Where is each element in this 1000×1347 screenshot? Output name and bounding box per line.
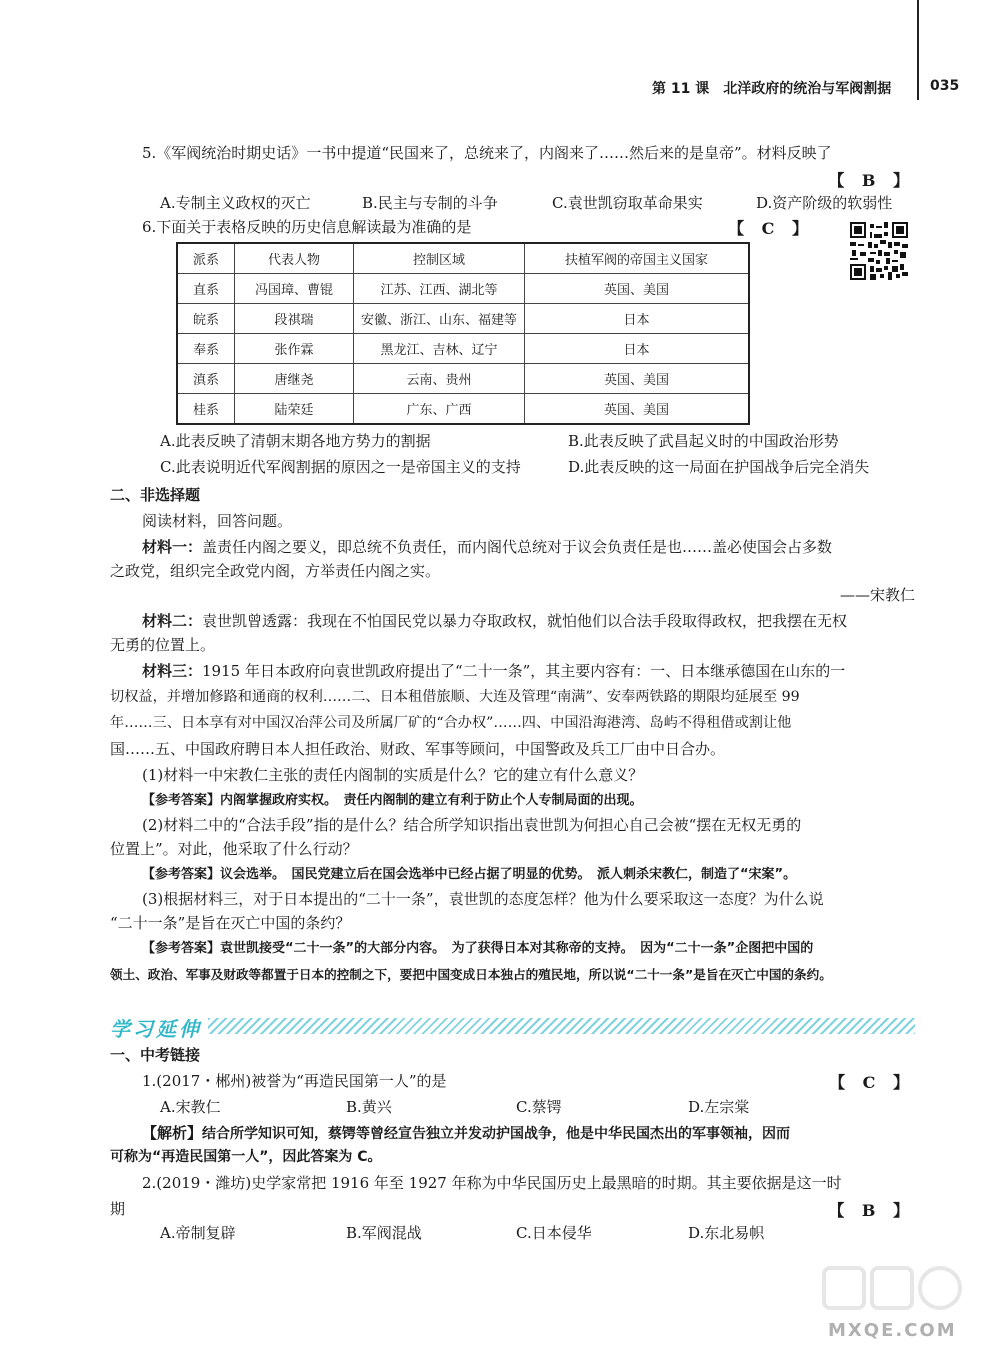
table-cell: 张作霖 xyxy=(235,334,354,364)
answer-2-text: 议会选举。 国民党建立后在国会选举中已经占据了明显的优势。 派人刺杀宋教仁，制造了“宋案”。 xyxy=(220,867,797,882)
lesson-title: 第 11 课 北洋政府的统治与军阀割据 xyxy=(652,81,892,97)
banner-stripes xyxy=(208,1018,915,1034)
reference-answer-tag: 【参考答案】 xyxy=(142,941,221,956)
answer-1-text: 内阁掌握政府实权。 责任内阁制的建立有利于防止个人专制局面的出现。 xyxy=(220,793,643,808)
page-number: 035 xyxy=(930,78,960,94)
material-1-source: ——宋教仁 xyxy=(839,586,915,604)
material-3-line-3: 年……三、日本享有对中国汉冶萍公司及所属厂矿的“合办权”……四、中国沿海港湾、岛屿不得租借或割让他 xyxy=(110,715,792,731)
table-cell: 日本 xyxy=(525,334,750,364)
table-header-row xyxy=(177,243,749,274)
table-cell: 英国、美国 xyxy=(525,364,750,394)
e1-analysis-line-1 xyxy=(142,1122,915,1145)
table-cell: 英国、美国 xyxy=(525,394,750,425)
e1-option-a: A.宋教仁 xyxy=(160,1098,221,1116)
table-row xyxy=(177,304,749,334)
q5-option-b: B.民主与专制的斗争 xyxy=(362,194,498,212)
material-1-text: 盖责任内阁之要义，即总统不负责任，而内阁代总统对于议会负责任是也……盖必使国会占多数 xyxy=(202,538,833,556)
table-header: 派系 xyxy=(177,243,235,274)
material-3-text: 1915 年日本政府向袁世凯政府提出了“二十一条”，其主要内容有：一、日本继承德国在山东的一 xyxy=(202,662,846,680)
analysis-text: 结合所学知识可知，蔡锷等曾经宣告独立并发动护国战争，他是中华民国杰出的军事领袖，因而 xyxy=(202,1126,791,1142)
e1-analysis-line-2: 可称为“再造民国第一人”，因此答案为 C。 xyxy=(110,1149,382,1165)
sub-section-title: 一、中考链接 xyxy=(110,1046,201,1064)
q6-stem: 6.下面关于表格反映的历史信息解读最为准确的是 xyxy=(142,218,472,236)
watermark-text: MXQE.COM xyxy=(828,1320,957,1341)
table-cell: 江苏、江西、湖北等 xyxy=(354,274,525,304)
table-cell: 唐继尧 xyxy=(235,364,354,394)
table-header: 代表人物 xyxy=(235,243,354,274)
reference-answer-tag: 【参考答案】 xyxy=(142,867,221,882)
sub-question-1: (1)材料一中宋教仁主张的责任内阁制的实质是什么？它的建立有什么意义？ xyxy=(142,766,644,784)
q6-option-b: B.此表反映了武昌起义时的中国政治形势 xyxy=(568,432,839,450)
material-2-line-1 xyxy=(142,610,915,632)
e2-stem-line-2: 期 xyxy=(110,1200,126,1218)
table-cell: 奉系 xyxy=(177,334,235,364)
material-1-line-1 xyxy=(142,536,915,558)
e1-option-b: B.黄兴 xyxy=(346,1098,392,1116)
e2-option-c: C.日本侵华 xyxy=(516,1224,592,1242)
e2-option-d: D.东北易帜 xyxy=(688,1224,765,1242)
q5-option-a: A.专制主义政权的灭亡 xyxy=(160,194,311,212)
qr-code-icon xyxy=(850,222,908,280)
table-cell: 黑龙江、吉林、辽宁 xyxy=(354,334,525,364)
answer-3-text: 袁世凯接受“二十一条”的大部分内容。 为了获得日本对其称帝的支持。 因为“二十一条”企图把中国的 xyxy=(220,941,814,956)
e2-stem-line-1: 2.(2019・潍坊)史学家常把 1916 年至 1927 年称为中华民国历史上最黑暗的时期。其主要依据是这一时 xyxy=(142,1174,842,1192)
sub-question-2-line-2: 位置上”。对此，他采取了什么行动？ xyxy=(110,840,358,858)
material-2-label: 材料二： xyxy=(142,612,203,630)
answer-3-line-2: 领土、政治、军事及财政等都置于日本的控制之下，要把中国变成日本独占的殖民地，所以说“二十一条”是旨在灭亡中国的条约。 xyxy=(110,967,832,982)
material-3-line-1 xyxy=(142,660,915,682)
warlord-table xyxy=(176,242,750,425)
sub-question-2-line-1: (2)材料二中的“合法手段”指的是什么？结合所学知识指出袁世凯为何担心自己会被“摆在无权无勇的 xyxy=(142,816,802,834)
table-cell: 皖系 xyxy=(177,304,235,334)
table-cell: 桂系 xyxy=(177,394,235,425)
e1-option-d: D.左宗棠 xyxy=(688,1098,750,1116)
q6-option-c: C.此表说明近代军阀割据的原因之一是帝国主义的支持 xyxy=(160,458,521,476)
table-header: 扶植军阀的帝国主义国家 xyxy=(525,243,750,274)
table-cell: 云南、贵州 xyxy=(354,364,525,394)
table-cell: 滇系 xyxy=(177,364,235,394)
table-cell: 日本 xyxy=(525,304,750,334)
answer-1 xyxy=(142,790,915,812)
table-cell: 冯国璋、曹锟 xyxy=(235,274,354,304)
material-3-line-4: 国……五、中国政府聘日本人担任政治、财政、军事等顾问，中国警政及兵工厂由中日合办。 xyxy=(110,740,726,758)
table-cell: 陆荣廷 xyxy=(235,394,354,425)
e1-answer: 【 C 】 xyxy=(829,1073,915,1092)
q6-answer: 【 C 】 xyxy=(728,219,814,238)
table-row xyxy=(177,274,749,304)
q5-option-d: D.资产阶级的软弱性 xyxy=(756,194,893,212)
material-3-label: 材料三： xyxy=(142,662,203,680)
material-2-line-2: 无勇的位置上。 xyxy=(110,636,216,654)
q5-option-c: C.袁世凯窃取革命果实 xyxy=(552,194,703,212)
e2-answer: 【 B 】 xyxy=(828,1201,915,1220)
table-header: 控制区域 xyxy=(354,243,525,274)
table-row xyxy=(177,334,749,364)
sub-question-3-line-2: “二十一条”是旨在灭亡中国的条约？ xyxy=(110,914,351,932)
material-3-line-2: 切权益，并增加修路和通商的权利……二、日本租借旅顺、大连及管理“南满”、安奉两铁路的期限均延展至 99 xyxy=(110,689,800,705)
answer-2 xyxy=(142,864,915,886)
table-cell: 安徽、浙江、山东、福建等 xyxy=(354,304,525,334)
table-cell: 直系 xyxy=(177,274,235,304)
answer-3-line-1 xyxy=(142,938,915,960)
e2-option-b: B.军阀混战 xyxy=(346,1224,422,1242)
table-cell: 段祺瑞 xyxy=(235,304,354,334)
material-1-line-2: 之政党，组织完全政党内阁，方举责任内阁之实。 xyxy=(110,562,441,580)
material-1-label: 材料一： xyxy=(142,538,203,556)
reading-intro: 阅读材料，回答问题。 xyxy=(142,512,293,530)
table-row xyxy=(177,394,749,425)
e1-stem: 1.(2017・郴州)被誉为“再造民国第一人”的是 xyxy=(142,1072,447,1090)
section-title: 二、非选择题 xyxy=(110,486,201,504)
material-2-text: 袁世凯曾透露：我现在不怕国民党以暴力夺取政权，就怕他们以合法手段取得政权，把我摆在无权 xyxy=(202,612,848,630)
q5-stem: 5.《军阀统治时期史话》一书中提道“民国来了，总统来了，内阁来了……然后来的是皇帝”。材料反映了 xyxy=(142,144,832,162)
extension-banner: 学习延伸 xyxy=(110,1017,202,1041)
e1-option-c: C.蔡锷 xyxy=(516,1098,562,1116)
q6-option-d: D.此表反映的这一局面在护国战争后完全消失 xyxy=(568,458,870,476)
analysis-tag: 【解析】 xyxy=(142,1124,203,1142)
table-cell: 广东、广西 xyxy=(354,394,525,425)
sub-question-3-line-1: (3)根据材料三，对于日本提出的“二十一条”，袁世凯的态度怎样？他为什么要采取这一态度？为什么说 xyxy=(142,890,824,908)
table-row xyxy=(177,364,749,394)
e2-option-a: A.帝制复辟 xyxy=(160,1224,236,1242)
reference-answer-tag: 【参考答案】 xyxy=(142,793,221,808)
table-cell: 英国、美国 xyxy=(525,274,750,304)
q6-option-a: A.此表反映了清朝末期各地方势力的割据 xyxy=(160,432,431,450)
q5-answer: 【 B 】 xyxy=(828,171,915,190)
header-rule xyxy=(917,0,919,100)
